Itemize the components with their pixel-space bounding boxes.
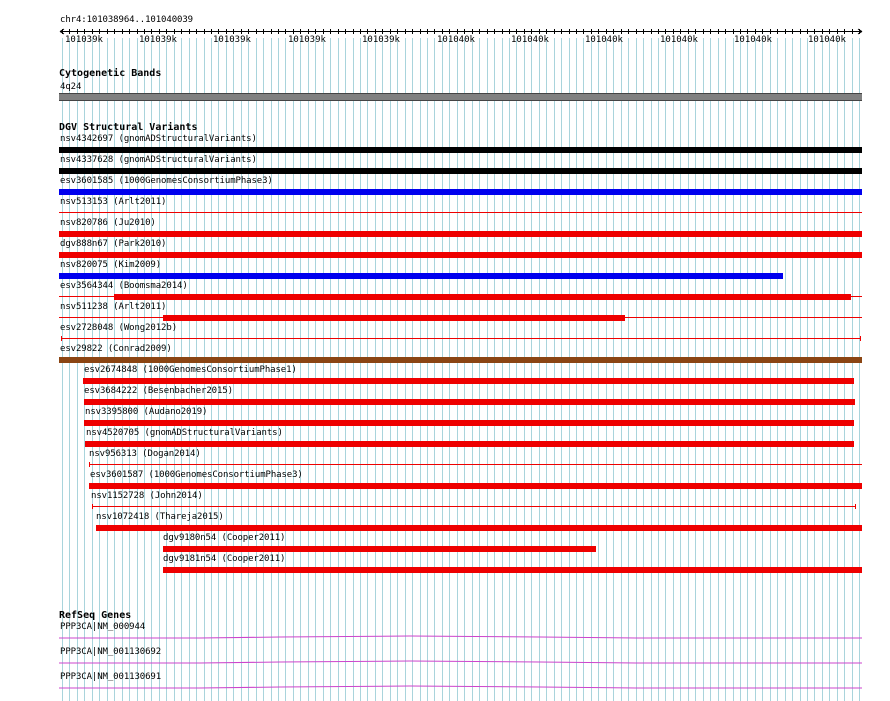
cytoband-label: 4q24 [60, 82, 82, 92]
ruler-tick-label: 101040k [511, 35, 549, 45]
ruler-tick-label: 101040k [734, 35, 772, 45]
dgv-feature-bar[interactable] [85, 441, 854, 447]
dgv-feature-label[interactable]: nsv4342697 (gnomADStructuralVariants) [60, 134, 257, 144]
dgv-feature-label[interactable]: dgv9181n54 (Cooper2011) [163, 554, 286, 564]
refseq-track-title: RefSeq Genes [59, 610, 132, 621]
dgv-feature-label[interactable]: dgv9180n54 (Cooper2011) [163, 533, 286, 543]
dgv-feature-bar[interactable] [84, 420, 854, 426]
dgv-feature-bar[interactable] [59, 147, 862, 153]
ruler-tick-label: 101040k [808, 35, 846, 45]
dgv-feature-label[interactable]: nsv3395800 (Audano2019) [85, 407, 208, 417]
ruler-tick-label: 101039k [139, 35, 177, 45]
dgv-feature-bar[interactable] [84, 399, 855, 405]
dgv-feature-label[interactable]: nsv513153 (Arlt2011) [60, 197, 167, 207]
location-label: chr4:101038964..101040039 [60, 15, 193, 25]
ruler-tick-label: 101039k [362, 35, 400, 45]
refseq-gene-line [59, 661, 862, 663]
dgv-feature-label[interactable]: esv3564344 (Boomsma2014) [60, 281, 188, 291]
dgv-feature-label[interactable]: esv29822 (Conrad2009) [60, 344, 172, 354]
dgv-feature-line[interactable] [89, 464, 862, 465]
dgv-feature-bar[interactable] [114, 294, 851, 300]
refseq-gene-line [59, 636, 862, 638]
dgv-feature-bar[interactable] [59, 357, 862, 363]
dgv-feature-bar[interactable] [163, 315, 625, 321]
dgv-feature-end-cap [860, 336, 861, 341]
refseq-gene-line [59, 686, 862, 688]
dgv-feature-end-cap [92, 504, 93, 509]
dgv-feature-line[interactable] [61, 338, 860, 339]
ruler-tick-label: 101039k [213, 35, 251, 45]
dgv-feature-bar[interactable] [89, 483, 862, 489]
dgv-feature-label[interactable]: nsv511238 (Arlt2011) [60, 302, 167, 312]
ruler-tick-label: 101040k [660, 35, 698, 45]
dgv-feature-label[interactable]: nsv4520705 (gnomADStructuralVariants) [86, 428, 283, 438]
dgv-feature-bar[interactable] [59, 252, 862, 258]
dgv-feature-label[interactable]: nsv820786 (Ju2010) [60, 218, 156, 228]
dgv-feature-label[interactable]: esv3601587 (1000GenomesConsortiumPhase3) [90, 470, 303, 480]
ruler-tick-label: 101039k [65, 35, 103, 45]
dgv-feature-label[interactable]: esv3684222 (Besenbacher2015) [84, 386, 233, 396]
dgv-feature-line[interactable] [59, 212, 862, 213]
ruler-tick-label: 101039k [288, 35, 326, 45]
dgv-feature-label[interactable]: nsv1072418 (Thareja2015) [96, 512, 224, 522]
dgv-feature-bar[interactable] [83, 378, 854, 384]
dgv-feature-label[interactable]: nsv820075 (Kim2009) [60, 260, 162, 270]
dgv-feature-bar[interactable] [59, 273, 783, 279]
dgv-feature-label[interactable]: esv3601585 (1000GenomesConsortiumPhase3) [60, 176, 273, 186]
refseq-gene-label[interactable]: PPP3CA|NM_001130691 [60, 672, 162, 682]
dgv-feature-label[interactable]: nsv4337628 (gnomADStructuralVariants) [60, 155, 257, 165]
dgv-feature-bar[interactable] [59, 231, 862, 237]
dgv-feature-bar[interactable] [96, 525, 862, 531]
dgv-feature-start-cap [89, 462, 90, 467]
dgv-feature-label[interactable]: esv2728048 (Wong2012b) [60, 323, 178, 333]
dgv-feature-bar[interactable] [163, 546, 596, 552]
ruler-tick-label: 101040k [585, 35, 623, 45]
dgv-feature-bar[interactable] [59, 168, 862, 174]
dgv-feature-bar[interactable] [59, 189, 862, 195]
ruler-tick-label: 101040k [437, 35, 475, 45]
dgv-feature-end-cap [855, 504, 856, 509]
dgv-feature-end-cap [61, 336, 62, 341]
cytoband-track-title: Cytogenetic Bands [59, 68, 162, 79]
cytoband-bar[interactable] [59, 93, 862, 101]
dgv-feature-label[interactable]: dgv888n67 (Park2010) [60, 239, 167, 249]
refseq-gene-label[interactable]: PPP3CA|NM_000944 [60, 622, 146, 632]
dgv-feature-bar[interactable] [163, 567, 862, 573]
refseq-gene-label[interactable]: PPP3CA|NM_001130692 [60, 647, 162, 657]
dgv-feature-label[interactable]: nsv1152728 (John2014) [91, 491, 203, 501]
dgv-feature-label[interactable]: esv2674848 (1000GenomesConsortiumPhase1) [84, 365, 297, 375]
dgv-feature-line[interactable] [92, 506, 855, 507]
dgv-feature-label[interactable]: nsv956313 (Dogan2014) [89, 449, 201, 459]
dgv-track-title: DGV Structural Variants [59, 122, 198, 133]
